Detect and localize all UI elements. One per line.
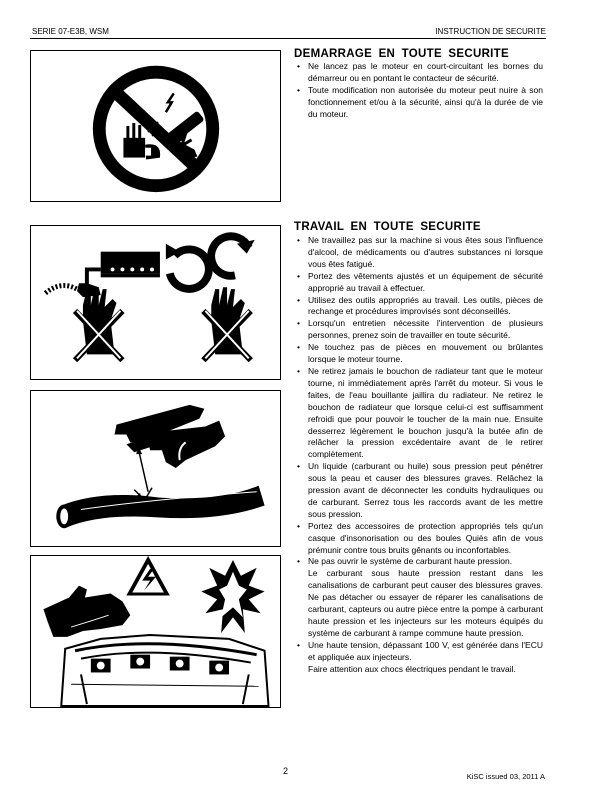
issue-label: KiSC issued 03, 2011 A	[466, 772, 545, 781]
list-item: • Portez des vêtements ajustés et un équipement de sécurité approprié au travail à effectuer.	[294, 271, 543, 295]
list-item: • Un liquide (carburant ou huile) sous pression peut pénétrer sous la peau et causer des blessures graves. Relâchez la pression avant de déconnecter les conduits hydrauliques ou de carburant. Serrez tous les raccords avant de les mettre sous pression.	[294, 461, 543, 521]
list-item: • Ne travaillez pas sur la machine si vous êtes sous l'influence d'alcool, de médicaments ou d'autres substances ni lorsque vous êtes fatigué.	[294, 235, 543, 271]
figure-no-short-circuit	[30, 50, 281, 202]
figure-high-pressure-fluid	[30, 390, 281, 547]
list-item: • Utilisez des outils appropriés au travail. Les outils, pièces de rechange et procédures improvisés sont déconseillés.	[294, 295, 543, 319]
page-number: 2	[283, 766, 289, 776]
figure-clothing-rotating-parts	[30, 225, 281, 380]
header-rule	[30, 38, 546, 39]
list-item: • Portez des accessoires de protection appropriés tels qu'un casque d'insonorisation ou des boules Quiès afin de vous prémunir contre tous bruits gênants ou inconfortables.	[294, 521, 543, 557]
list-item-text: Ne pas ouvrir le système de carburant haute pression.	[308, 556, 513, 567]
section-title-starting: DEMARRAGE EN TOUTE SECURITE	[294, 48, 509, 60]
list-item: • Toute modification non autorisée du moteur peut nuire à son fonctionnement et/ou à la sécurité, ainsi qu'à la durée de vie du moteur.	[294, 85, 543, 121]
list-item	[294, 640, 543, 676]
working-safety-list	[294, 235, 543, 676]
starting-safety-list	[294, 61, 543, 121]
pressure-fluid-hand-icon	[31, 391, 280, 546]
list-item-continuation: Faire attention aux chocs électriques pendant le travail.	[308, 663, 516, 674]
list-item: • Lorsqu'un entretien nécessite l'intervention de plusieurs personnes, prenez soin de travailler en toute sécurité.	[294, 318, 543, 342]
loose-clothing-icon	[31, 226, 280, 379]
high-voltage-engine-icon	[31, 556, 280, 707]
figure-high-voltage-fuel-system	[30, 555, 281, 708]
list-item	[294, 556, 543, 639]
no-short-circuit-icon	[31, 51, 280, 201]
list-item: • Ne touchez pas de pièces en mouvement ou brûlantes lorsque le moteur tourne.	[294, 342, 543, 366]
list-item-continuation: Le carburant sous haute pression restant dans les canalisations de carburant peut causer des blessures graves. Ne pas détacher ou essayer de réparer les canalisations de carburant, capteurs ou autre pièce entre la pompe à carburant haute pression et les injecteurs sur les moteurs équipés du système de carburant à rampe commune haute pression.	[308, 568, 543, 638]
header-section: INSTRUCTION DE SECURITE	[435, 27, 546, 36]
list-item: • Ne lancez pas le moteur en court-circuitant les bornes du démarreur ou en pontant le contacteur de sécurité.	[294, 61, 543, 85]
header-series: SERIE 07-E3B, WSM	[32, 27, 109, 36]
list-item-text: Une haute tension, dépassant 100 V, est générée dans l'ECU et appliquée aux injecteurs.	[308, 639, 543, 662]
section-title-working: TRAVAIL EN TOUTE SECURITE	[294, 221, 481, 233]
list-item: • Ne retirez jamais le bouchon de radiateur tant que le moteur tourne, ni immédiatement après l'arrêt du moteur. Si vous le faites, de l'eau bouillante jaillira du radiateur. Ne retirez le bouchon de radiateur que lorsque celui-ci est suffisamment refroidi que pour pouvoir le toucher de la main nue. Ensuite desserrez légèrement le bouchon jusqu'à la butée afin de relâcher la pression excédentaire avant de le retirer complètement.	[294, 366, 543, 461]
